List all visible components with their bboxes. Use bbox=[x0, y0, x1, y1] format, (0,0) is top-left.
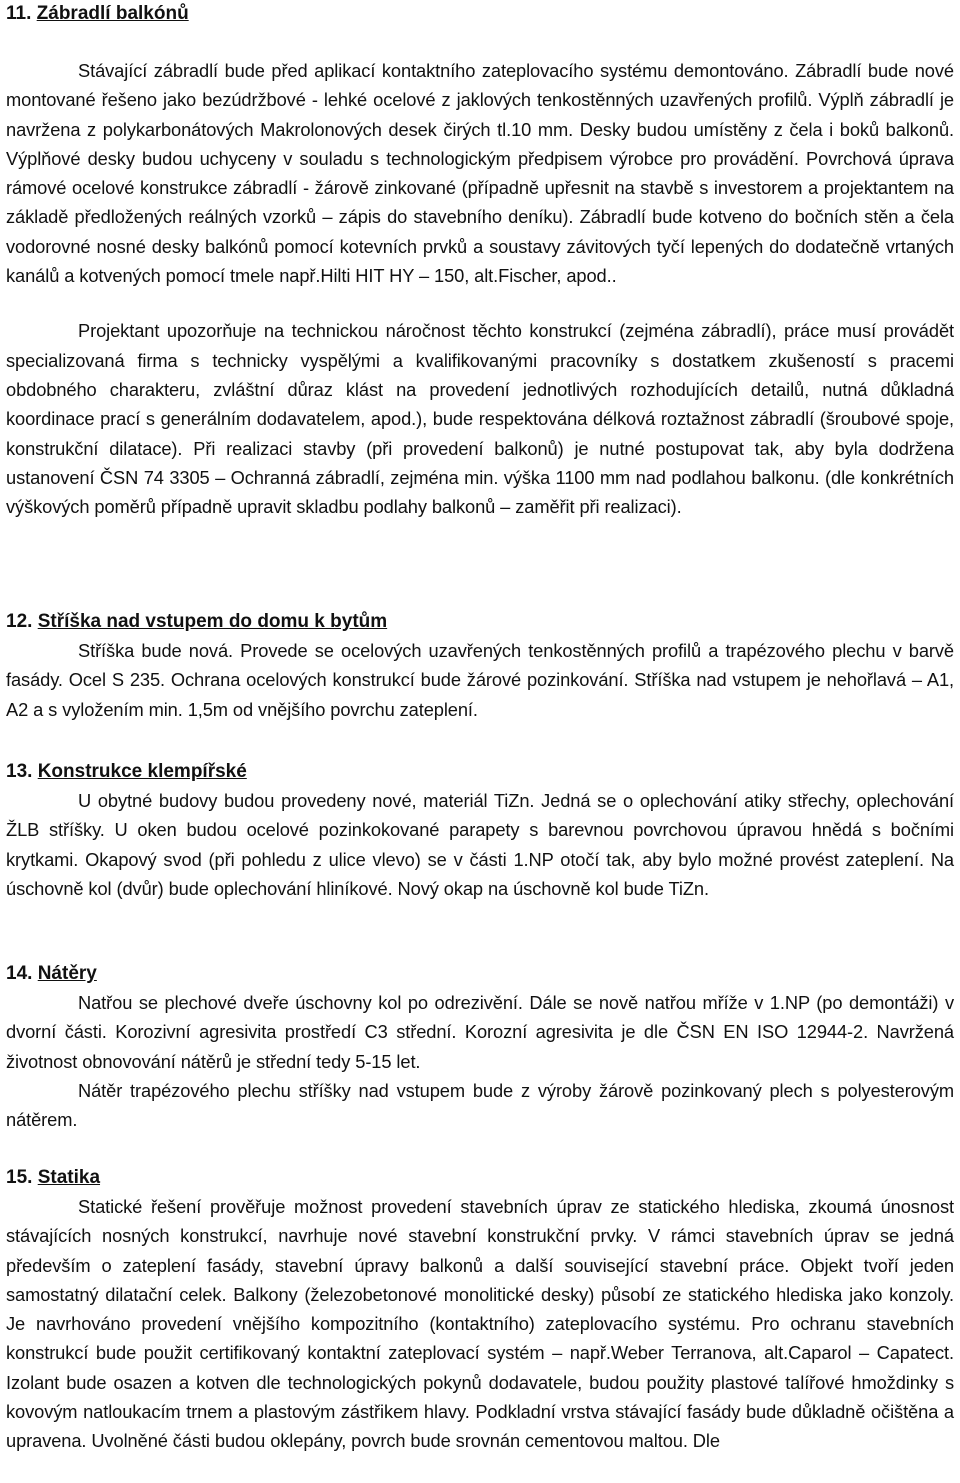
section-heading bbox=[6, 1166, 954, 1190]
paragraph: Statické řešení prověřuje možnost provedení stavebních úprav ze statického hlediska, zkoumá únosnost stávajících nosných konstrukcí, navrhuje nové stavební konstrukční prvky. V rámci stavebních úprav se jedná především o zateplení fasády, stavební úpravy balkonů a další související stavební práce. Objekt tvoří jeden samostatný dilatační celek. Balkony (železobetonové monolitické desky) působí ze statického hlediska jako konzoly. Je navrhováno provedení vnějšího kompozitního (kontaktního) zateplovacího systému. Pro ochranu stavebních konstrukcí bude použit certifikovaný kontaktní zateplovací systém – např.Weber Terranova, alt.Caparol – Capatect. Izolant bude osazen a kotven dle technologických pokynů dodavatele, budou použity plastové talířové hmoždinky s kovovým natloukacím trnem a plastovým zástřikem hlavy. Podkladní vrstva stávající fasády bude důkladně očištěna a upravena. Uvolněné části budou oklepány, povrch bude srovnán cementovou maltou. Dle bbox=[6, 1196, 954, 1452]
section-title: Stříška nad vstupem do domu k bytům bbox=[37, 611, 388, 632]
paragraph: Natřou se plechové dveře úschovny kol po odrezivění. Dále se nově natřou mříže v 1.NP (po demontáži) v dvorní části. Korozivní agresivita prostředí C3 střední. Korozní agresivita je dle ČSN EN ISO 12944-2. Navržená životnost obnovování nátěrů je střední tedy 5-15 let. bbox=[6, 992, 954, 1072]
section-title: Zábradlí balkónů bbox=[36, 3, 189, 24]
section-heading bbox=[6, 760, 954, 784]
section-title: Nátěry bbox=[37, 963, 97, 984]
section-heading bbox=[6, 2, 954, 26]
paragraph: U obytné budovy budou provedeny nové, materiál TiZn. Jedná se o oplechování atiky střechy, oplechování ŽLB stříšky. U oken budou ocelové pozinkokované parapety s barevnou povrchovou úpravou hnědá s bočními krytkami. Okapový svod (při pohledu z ulice vlevo) se v části 1.NP otočí tak, aby bylo možné provést zateplení. Na úschovně kol (dvůr) bude oplechování hliníkové. Nový okap na úschovně kol bude TiZn. bbox=[6, 790, 954, 899]
paragraph: Nátěr trapézového plechu stříšky nad vstupem bude z výroby žárově pozinkovaný plech s polyesterovým nátěrem. bbox=[6, 1079, 954, 1131]
section-number: 11. bbox=[6, 3, 32, 24]
section-11 bbox=[6, 2, 954, 521]
section-heading bbox=[6, 610, 954, 634]
section-13 bbox=[6, 760, 954, 903]
section-number: 14. bbox=[6, 963, 33, 984]
section-number: 15. bbox=[6, 1167, 33, 1188]
section-title: Statika bbox=[37, 1167, 101, 1188]
section-number: 12. bbox=[6, 611, 33, 632]
section-12 bbox=[6, 610, 954, 724]
section-15 bbox=[6, 1166, 954, 1456]
section-14 bbox=[6, 962, 954, 1134]
section-heading bbox=[6, 962, 954, 986]
paragraph: Projektant upozorňuje na technickou náročnost těchto konstrukcí (zejména zábradlí), práce musí provádět specializovaná firma s technicky vyspělými a kvalifikovanými pracovníky s dostatkem zkušeností s pracemi obdobného charakteru, zvláštní důraz klást na provedení jednotlivých rozhodujících detailů, nutná důkladná koordinace prací s generálním dodavatelem, apod.), bude respektována délková roztažnost zábradlí (šroubové spoje, konstrukční dilatace). Při realizaci stavby (při provedení balkonů) je nutné postupovat tak, aby byla dodržena ustanovení ČSN 74 3305 – Ochranná zábradlí, zejména min. výška 1100 mm nad podlahou balkonu. (dle konkrétních výškových poměrů případně upravit skladbu podlahy balkonů – zaměřit při realizaci). bbox=[6, 320, 954, 518]
section-number: 13. bbox=[6, 761, 33, 782]
section-title: Konstrukce klempířské bbox=[37, 761, 247, 782]
paragraph: Stávající zábradlí bude před aplikací kontaktního zateplovacího systému demontováno. Zábradlí bude nové montované řešeno jako bezúdržbové - lehké ocelové z jaklových tenkostěnných uzavřených profilů. Výplň zábradlí je navržena z polykarbonátových Makrolonových desek čirých tl.10 mm. Desky budou umístěny z čela i boků balkonů. Výplňové desky budou uchyceny v souladu s technologickým předpisem výrobce pro provádění. Povrchová úprava rámové ocelové konstrukce zábradlí - žárově zinkované (případně upřesnit na stavbě s investorem a projektantem na základě předložených reálných vzorků – zápis do stavebního deníku). Zábradlí bude kotveno do bočních stěn a čela vodorovné nosné desky balkónů pomocí kotevních prvků a soustavy závitových tyčí lepených do dodatečně vrtaných kanálů a kotvených pomocí tmele např.Hilti HIT HY – 150, alt.Fischer, apod.. bbox=[6, 60, 954, 287]
paragraph: Stříška bude nová. Provede se ocelových uzavřených tenkostěnných profilů a trapézového plechu v barvě fasády. Ocel S 235. Ochrana ocelových konstrukcí bude žárové pozinkování. Stříška nad vstupem je nehořlavá – A1, A2 a s vyložením min. 1,5m od vnějšího povrchu zateplení. bbox=[6, 640, 954, 720]
